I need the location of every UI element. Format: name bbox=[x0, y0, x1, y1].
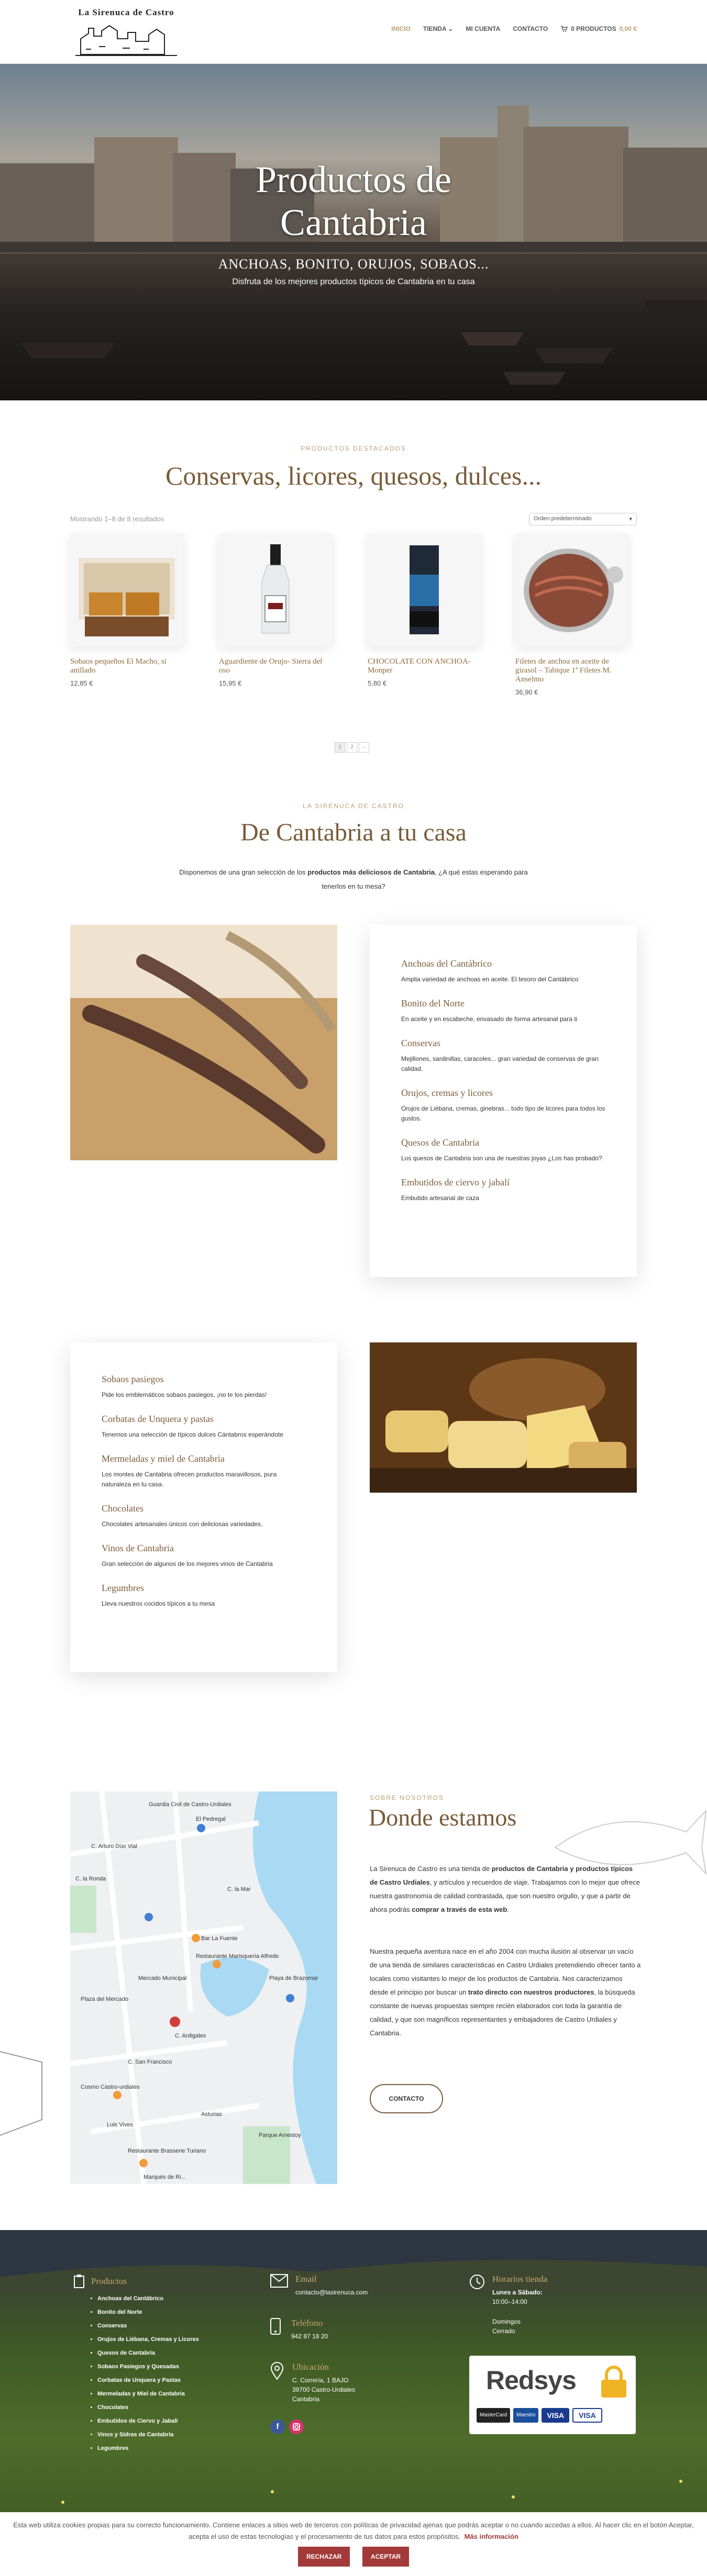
footer-product-link[interactable]: • Legumbres bbox=[97, 2441, 199, 2455]
cart-total: 0,00 € bbox=[619, 25, 637, 32]
about-p1-b: productos de Cantabria y productos típicos de Castro Urdiales bbox=[370, 1865, 633, 1886]
category-item[interactable] bbox=[401, 1088, 605, 1124]
site-header bbox=[0, 0, 707, 64]
category-title[interactable]: Orujos, cremas y licores bbox=[401, 1088, 493, 1098]
category-title[interactable]: Embutidos de ciervo y jabalí bbox=[401, 1177, 510, 1188]
map-label: C. Arturo Dúo Vial bbox=[91, 1843, 137, 1850]
anchovies-image bbox=[70, 925, 337, 1160]
footer-product-link[interactable]: • Corbatas de Unquera y Pastas bbox=[97, 2373, 199, 2387]
chevron-down-icon: ⌄ bbox=[448, 25, 454, 32]
footer-product-link[interactable]: • Chocolates bbox=[97, 2401, 199, 2414]
cookie-buttons bbox=[0, 2543, 707, 2567]
cookie-reject-button[interactable]: RECHAZAR bbox=[298, 2547, 350, 2567]
footer-email bbox=[270, 2274, 368, 2297]
category-title[interactable]: Mermeladas y miel de Cantabria bbox=[102, 1453, 225, 1464]
hero-text bbox=[0, 158, 707, 287]
category-desc: Tenemos una selección de típicos dulces Cántabros esperándote bbox=[102, 1431, 283, 1438]
result-count: Mostrando 1–8 de 8 resultados bbox=[70, 515, 164, 523]
intro-text-start: Disponemos de una gran selección de los bbox=[179, 868, 308, 876]
about-kicker: SOBRE NOSOTROS bbox=[370, 1794, 445, 1801]
site-logo[interactable] bbox=[70, 5, 182, 58]
product-name[interactable]: Filetes de anchoa en aceite de girasol – Tabique 1ª Filetes M. Anselmo bbox=[515, 657, 612, 684]
category-desc: Gran selección de algunos de los mejores vinos de Cantabria bbox=[102, 1560, 273, 1567]
about-p1-c: , y artículos y recuerdos de viaje. Trabajamos con lo mejor que ofrece nuestra gastronomía de calidad contrastada, que son nuestro orgullo, y que a partir de ahora podrás bbox=[370, 1878, 640, 1913]
product-name[interactable]: Sobaos pequeños El Macho, si anillado bbox=[70, 657, 167, 675]
category-item[interactable] bbox=[102, 1543, 306, 1569]
redsys-logo bbox=[486, 2365, 576, 2395]
sort-select[interactable] bbox=[529, 513, 637, 525]
pagination bbox=[335, 742, 369, 753]
category-title[interactable]: Chocolates bbox=[102, 1503, 143, 1514]
logo-text: La Sirenuca de Castro bbox=[78, 7, 174, 17]
map-label: Restaurante Marisquería Alfredo bbox=[196, 1953, 279, 1959]
category-title[interactable]: Corbatas de Unquera y pastas bbox=[102, 1414, 214, 1424]
footer-product-link[interactable]: • Orujos de Liébana, Cremas y Licores bbox=[97, 2333, 199, 2346]
category-title[interactable]: Sobaos pasiegos bbox=[102, 1374, 164, 1384]
map-label: Asturias bbox=[201, 2111, 222, 2118]
map-label: Cosmo Castro-urdiales bbox=[81, 2084, 140, 2090]
footer-product-link[interactable]: • Mermeladas y Miel de Cantabria bbox=[97, 2387, 199, 2401]
category-item[interactable] bbox=[102, 1583, 306, 1609]
footer-product-link[interactable]: • Conservas bbox=[97, 2319, 199, 2333]
secure-lock-icon bbox=[599, 2365, 628, 2399]
cookie-banner bbox=[0, 2512, 707, 2576]
cookie-accept-button[interactable]: ACEPTAR bbox=[362, 2547, 409, 2567]
about-paragraph-1 bbox=[370, 1862, 642, 1917]
footer-product-link[interactable]: • Sobaos Pasiegos y Quesadas bbox=[97, 2360, 199, 2373]
cheese-image bbox=[370, 1342, 637, 1493]
category-title[interactable]: Vinos de Cantabria bbox=[102, 1543, 174, 1553]
category-item[interactable] bbox=[401, 1177, 605, 1203]
product-card[interactable] bbox=[515, 534, 628, 696]
nav-inicio[interactable]: INICIO bbox=[391, 25, 411, 32]
card-logos bbox=[477, 2408, 602, 2423]
intro-text-end: , ¿A qué estas esperando para tenerlos en tu mesa? bbox=[322, 868, 528, 890]
about-p1-a: La Sirenuca de Castro es una tienda de bbox=[370, 1865, 492, 1873]
footer-email-title: Email bbox=[295, 2274, 317, 2284]
decorative-cheese-sketch bbox=[0, 2041, 47, 2141]
about-p1-d: comprar a través de esta web bbox=[412, 1906, 507, 1913]
location-pin-icon bbox=[270, 2362, 284, 2380]
phone-icon bbox=[270, 2318, 281, 2335]
category-item[interactable] bbox=[401, 958, 605, 984]
footer-location-title: Ubicación bbox=[292, 2362, 329, 2372]
contact-button[interactable]: CONTACTO bbox=[370, 2084, 443, 2113]
product-image[interactable] bbox=[515, 534, 628, 647]
category-desc: Los montes de Cantabria ofrecen productos maravillosos, pura naturaleza en tu casa. bbox=[102, 1471, 277, 1488]
hero-subtitle: ANCHOAS, BONITO, ORUJOS, SOBAOS... bbox=[218, 256, 489, 272]
map-label: Guardia Civil de Castro-Urdiales bbox=[149, 1801, 231, 1808]
category-desc: Los quesos de Cantabria son una de nuestras joyas ¿Los has probado? bbox=[401, 1155, 602, 1162]
footer-hours-days2: Domingos bbox=[492, 2318, 521, 2325]
mastercard-logo: MasterCard bbox=[477, 2408, 510, 2423]
footer-email-value[interactable]: contacto@lasirenuca.com bbox=[295, 2289, 368, 2296]
about-p2-a: Nuestra pequeña aventura nace en el año 2004 con mucha ilusión al observar un vacío de una tienda de similares características en Castro Urdiales pretendiendo ofrecer tanto a locales como visitantes lo mejor de los productos de Cantabria. Nos caracterizamos desde el principio por buscar un bbox=[370, 1947, 641, 1996]
category-item[interactable] bbox=[102, 1453, 306, 1489]
intro-text bbox=[175, 865, 532, 893]
footer-products-list bbox=[97, 2292, 199, 2455]
footer-phone-title: Teléfono bbox=[291, 2318, 323, 2328]
social-links bbox=[270, 2420, 304, 2434]
product-image[interactable] bbox=[219, 534, 332, 647]
cart-link[interactable] bbox=[560, 25, 637, 32]
nav-mi-cuenta[interactable]: MI CUENTA bbox=[466, 25, 501, 32]
footer-address-line: 39700 Castro-Urdiales bbox=[292, 2386, 356, 2393]
category-item[interactable] bbox=[102, 1503, 306, 1529]
clipboard-icon bbox=[73, 2274, 85, 2289]
map-label: C. Ardigales bbox=[175, 2033, 206, 2039]
category-desc: Amplia variedad de anchoas en aceite. El tesoro del Cantábrico bbox=[401, 976, 579, 983]
visa-logo: VISA bbox=[542, 2408, 569, 2423]
category-item[interactable] bbox=[401, 1038, 605, 1074]
map-label: Playa de Brazomar bbox=[269, 1975, 318, 1981]
chevron-down-icon: ▾ bbox=[629, 516, 632, 522]
about-paragraph-2 bbox=[370, 1945, 642, 2040]
categories-card-1 bbox=[370, 925, 637, 1277]
intro-kicker: LA SIRENUCA DE CASTRO bbox=[302, 802, 405, 810]
product-card[interactable] bbox=[70, 534, 183, 687]
category-desc: Chocolates artesanales únicos con deliciosas variedades. bbox=[102, 1520, 263, 1528]
footer-product-link[interactable]: • Bonito del Norte bbox=[97, 2305, 199, 2319]
map-label: Bar La Fuente bbox=[201, 1935, 238, 1942]
map-label: C. la Mar bbox=[227, 1886, 251, 1892]
product-price: 36,90 € bbox=[515, 688, 538, 696]
featured-title: Conservas, licores, quesos, dulces... bbox=[165, 461, 542, 490]
map-label: Marqués de Ri... bbox=[143, 2174, 186, 2180]
clock-icon bbox=[469, 2274, 485, 2290]
nav-contacto[interactable]: CONTACTO bbox=[513, 25, 548, 32]
footer-hours-time2: Cerrado bbox=[492, 2327, 515, 2335]
product-image[interactable] bbox=[70, 534, 183, 647]
map-label: Plaza del Mercado bbox=[81, 1996, 129, 2002]
footer-hours-time1: 10:00–14:00 bbox=[492, 2298, 527, 2305]
footer-hours-title: Horarios tienda bbox=[492, 2274, 548, 2284]
map-image[interactable] bbox=[70, 1791, 337, 2184]
about-p2-b: trato directo con nuestros productores bbox=[468, 1988, 594, 1996]
category-desc: Mejillones, sardinillas, caracoles... gran variedad de conservas de gran calidad. bbox=[401, 1055, 599, 1072]
map-label: Luis Vives bbox=[107, 2122, 133, 2128]
product-card[interactable] bbox=[219, 534, 332, 687]
footer-products-header bbox=[73, 2274, 199, 2289]
hero-section bbox=[0, 64, 707, 400]
visa-logo: VISA bbox=[572, 2408, 602, 2423]
category-desc: Pide los emblemáticos sobaos pasiegos, ¡no te los pierdas! bbox=[102, 1391, 267, 1398]
category-title[interactable]: Bonito del Norte bbox=[401, 998, 465, 1009]
category-item[interactable] bbox=[401, 998, 605, 1024]
cart-count: 0 PRODUCTOS bbox=[571, 25, 616, 32]
footer-location bbox=[270, 2362, 355, 2404]
intro-text-bold: productos más deliciosos de Cantabria bbox=[307, 868, 435, 876]
map-label: Restaurante Brasserie Turiano bbox=[128, 2148, 206, 2154]
orujo-bottle-image bbox=[223, 538, 328, 643]
hero-title: Productos de Cantabria bbox=[256, 159, 451, 243]
category-title[interactable]: Anchoas del Cantábrico bbox=[401, 958, 492, 969]
maestro-logo: Maestro bbox=[513, 2408, 538, 2423]
about-title: Donde estamos bbox=[369, 1804, 517, 1831]
cart-icon bbox=[560, 25, 568, 32]
category-title[interactable]: Conservas bbox=[401, 1038, 440, 1048]
footer-address bbox=[292, 2376, 355, 2404]
map-label: Mercado Municipal bbox=[138, 1975, 187, 1981]
category-desc: En aceite y en escabeche, envasado de forma artesanal para ti bbox=[401, 1015, 578, 1023]
footer-product-link[interactable]: • Anchoas del Cantábrico bbox=[97, 2292, 199, 2305]
footer-address-line: C. Correría, 1 BAJO bbox=[292, 2377, 349, 2384]
category-item[interactable] bbox=[102, 1374, 306, 1400]
footer-address-line: Cantabria bbox=[292, 2395, 320, 2403]
category-desc: Orujos de Liébana, cremas, ginebras... todo tipo de licores para todos los gustos. bbox=[401, 1105, 605, 1122]
instagram-icon[interactable] bbox=[289, 2420, 304, 2434]
map-label: C. San Francisco bbox=[128, 2059, 172, 2065]
footer-product-link[interactable]: • Quesos de Cantabria bbox=[97, 2346, 199, 2360]
cookie-text-wrap bbox=[8, 2519, 699, 2543]
map-label: El Pedregal bbox=[196, 1816, 226, 1822]
footer-hours bbox=[469, 2274, 547, 2336]
category-desc: Lleva nuestros cocidos típicos a tu mesa bbox=[102, 1600, 215, 1607]
chocolate-box-image bbox=[372, 538, 477, 643]
sobaos-box-image bbox=[74, 538, 179, 643]
footer-phone-value[interactable]: 942 87 18 20 bbox=[291, 2333, 328, 2340]
footer-product-link[interactable]: • Embutidos de Ciervo y Jabalí bbox=[97, 2414, 199, 2428]
sort-select-value: Orden predeterminado bbox=[534, 516, 592, 522]
categories-card-2 bbox=[70, 1342, 337, 1672]
hero-tagline: Disfruta de los mejores productos típicos de Cantabria en tu casa bbox=[232, 277, 475, 286]
main-nav bbox=[391, 25, 637, 32]
nav-tienda[interactable] bbox=[423, 25, 454, 32]
anchovy-tin-image bbox=[520, 538, 624, 643]
about-p1-e: . bbox=[507, 1906, 509, 1913]
payment-badge bbox=[469, 2356, 636, 2434]
map-label: Parque Amestoy bbox=[259, 2132, 301, 2138]
page-next[interactable]: → bbox=[359, 742, 369, 753]
product-price: 15,95 € bbox=[219, 679, 242, 687]
category-desc: Embutido artesanal de caza bbox=[401, 1194, 479, 1202]
logo-illustration bbox=[70, 18, 182, 60]
footer-products-title: Productos bbox=[91, 2276, 127, 2286]
envelope-icon bbox=[270, 2274, 288, 2288]
product-card[interactable] bbox=[368, 534, 481, 687]
map-label: C. la Ronda bbox=[75, 1876, 106, 1882]
product-price: 12,85 € bbox=[70, 679, 93, 687]
category-title[interactable]: Legumbres bbox=[102, 1583, 144, 1593]
cookie-more-link[interactable]: Más información bbox=[464, 2533, 518, 2540]
facebook-icon[interactable]: f bbox=[270, 2420, 285, 2434]
product-name[interactable]: CHOCOLATE CON ANCHOA- Monper bbox=[368, 657, 471, 675]
product-price: 5,80 € bbox=[368, 679, 387, 687]
category-title[interactable]: Quesos de Cantabria bbox=[401, 1137, 479, 1148]
cookie-text: Esta web utiliza cookies propias para su correcto funcionamiento. Contiene enlaces a sitios web de terceros con políticas de privacidad ajenas que podrás aceptar o no cuando accedas a ellos. Al hacer clic en el botón Aceptar, acepta el uso de estas tecnologías y el procesamiento de tus datos para estos propósitos. bbox=[13, 2521, 694, 2540]
product-name[interactable]: Aguardiente de Orujo- Sierra del oso bbox=[219, 657, 323, 675]
page-2[interactable]: 2 bbox=[347, 742, 357, 753]
page-1[interactable]: 1 bbox=[335, 742, 345, 753]
footer-product-link[interactable]: • Vinos y Sidras de Cantabria bbox=[97, 2428, 199, 2441]
category-item[interactable] bbox=[401, 1137, 605, 1163]
redsys-text: Redsys bbox=[486, 2366, 576, 2395]
footer-hours-days1: Lunes a Sábado: bbox=[492, 2289, 543, 2296]
category-item[interactable] bbox=[102, 1414, 306, 1440]
footer-products bbox=[73, 2274, 199, 2455]
about-p2-c: , la búsqueda constante de nuevas propuestas siempre recién elaborados con toda la garantía de calidad, y que son magníficos representantes y embajadores de Castro Urdiales y Cantabria. bbox=[370, 1988, 635, 2037]
nav-tienda-label: TIENDA bbox=[423, 25, 447, 32]
product-image[interactable] bbox=[368, 534, 481, 647]
intro-title: De Cantabria a tu casa bbox=[240, 819, 467, 846]
footer-phone bbox=[270, 2318, 328, 2341]
featured-kicker: PRODUCTOS DESTACADOS bbox=[301, 445, 406, 452]
